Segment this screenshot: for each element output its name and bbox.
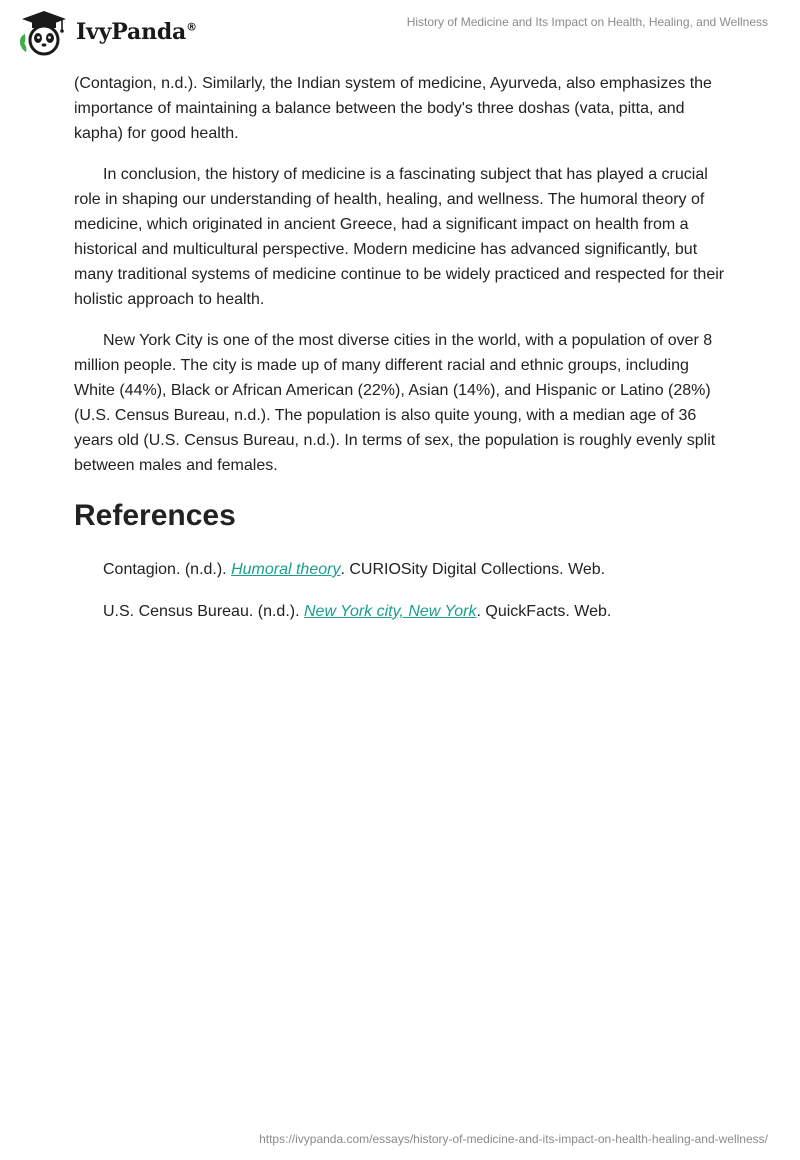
- paragraph-conclusion: In conclusion, the history of medicine is a fascinating subject that has played a crucial role in shaping our understanding of health, healing, and wellness. The humoral theory of medicine, which originated in ancient Greece, had a significant impact on health from a historical and multicultural perspective. Modern medicine has advanced significantly, but many traditional systems of medicine continue to be widely practiced and respected for their holistic approach to health.: [74, 166, 725, 308]
- reference-text: Contagion. (n.d.).: [103, 561, 232, 578]
- ivypanda-logo[interactable]: [16, 8, 197, 56]
- reference-link-humoral-theory[interactable]: Humoral theory: [231, 561, 341, 578]
- footer-source-url[interactable]: https://ivypanda.com/essays/history-of-medicine-and-its-impact-on-health-healing-and-wellness/: [259, 1132, 768, 1146]
- panda-graduate-logo-icon: [16, 8, 72, 56]
- paragraph-continuation: (Contagion, n.d.). Similarly, the Indian system of medicine, Ayurveda, also emphasizes the importance of maintaining a balance between the body's three doshas (vata, pitta, and kapha) for good health.: [74, 75, 712, 142]
- page-header: [0, 0, 800, 64]
- brand-name: IvyPanda®: [76, 19, 197, 45]
- document-title: History of Medicine and Its Impact on Health, Healing, and Wellness: [406, 15, 768, 29]
- reference-item: [103, 557, 726, 582]
- paragraph-new-york: New York City is one of the most diverse cities in the world, with a population of over 8 million people. The city is made up of many different racial and ethnic groups, including White (44%), Black or African American (22%), Asian (14%), and Hispanic or Latino (28%) (U.S. Census Bureau, n.d.). The population is also quite young, with a median age of 36 years old (U.S. Census Bureau, n.d.). In terms of sex, the population is roughly evenly split between males and females.: [74, 332, 716, 474]
- reference-link-new-york-city[interactable]: New York city, New York: [303, 603, 477, 620]
- registered-mark: ®: [186, 20, 197, 34]
- reference-text: . QuickFacts. Web.: [476, 603, 612, 620]
- reference-item: [103, 599, 726, 624]
- essay-content: [74, 71, 726, 641]
- references-heading: References: [74, 499, 236, 532]
- reference-text: . CURIOSity Digital Collections. Web.: [340, 561, 606, 578]
- reference-text: U.S. Census Bureau. (n.d.).: [103, 603, 304, 620]
